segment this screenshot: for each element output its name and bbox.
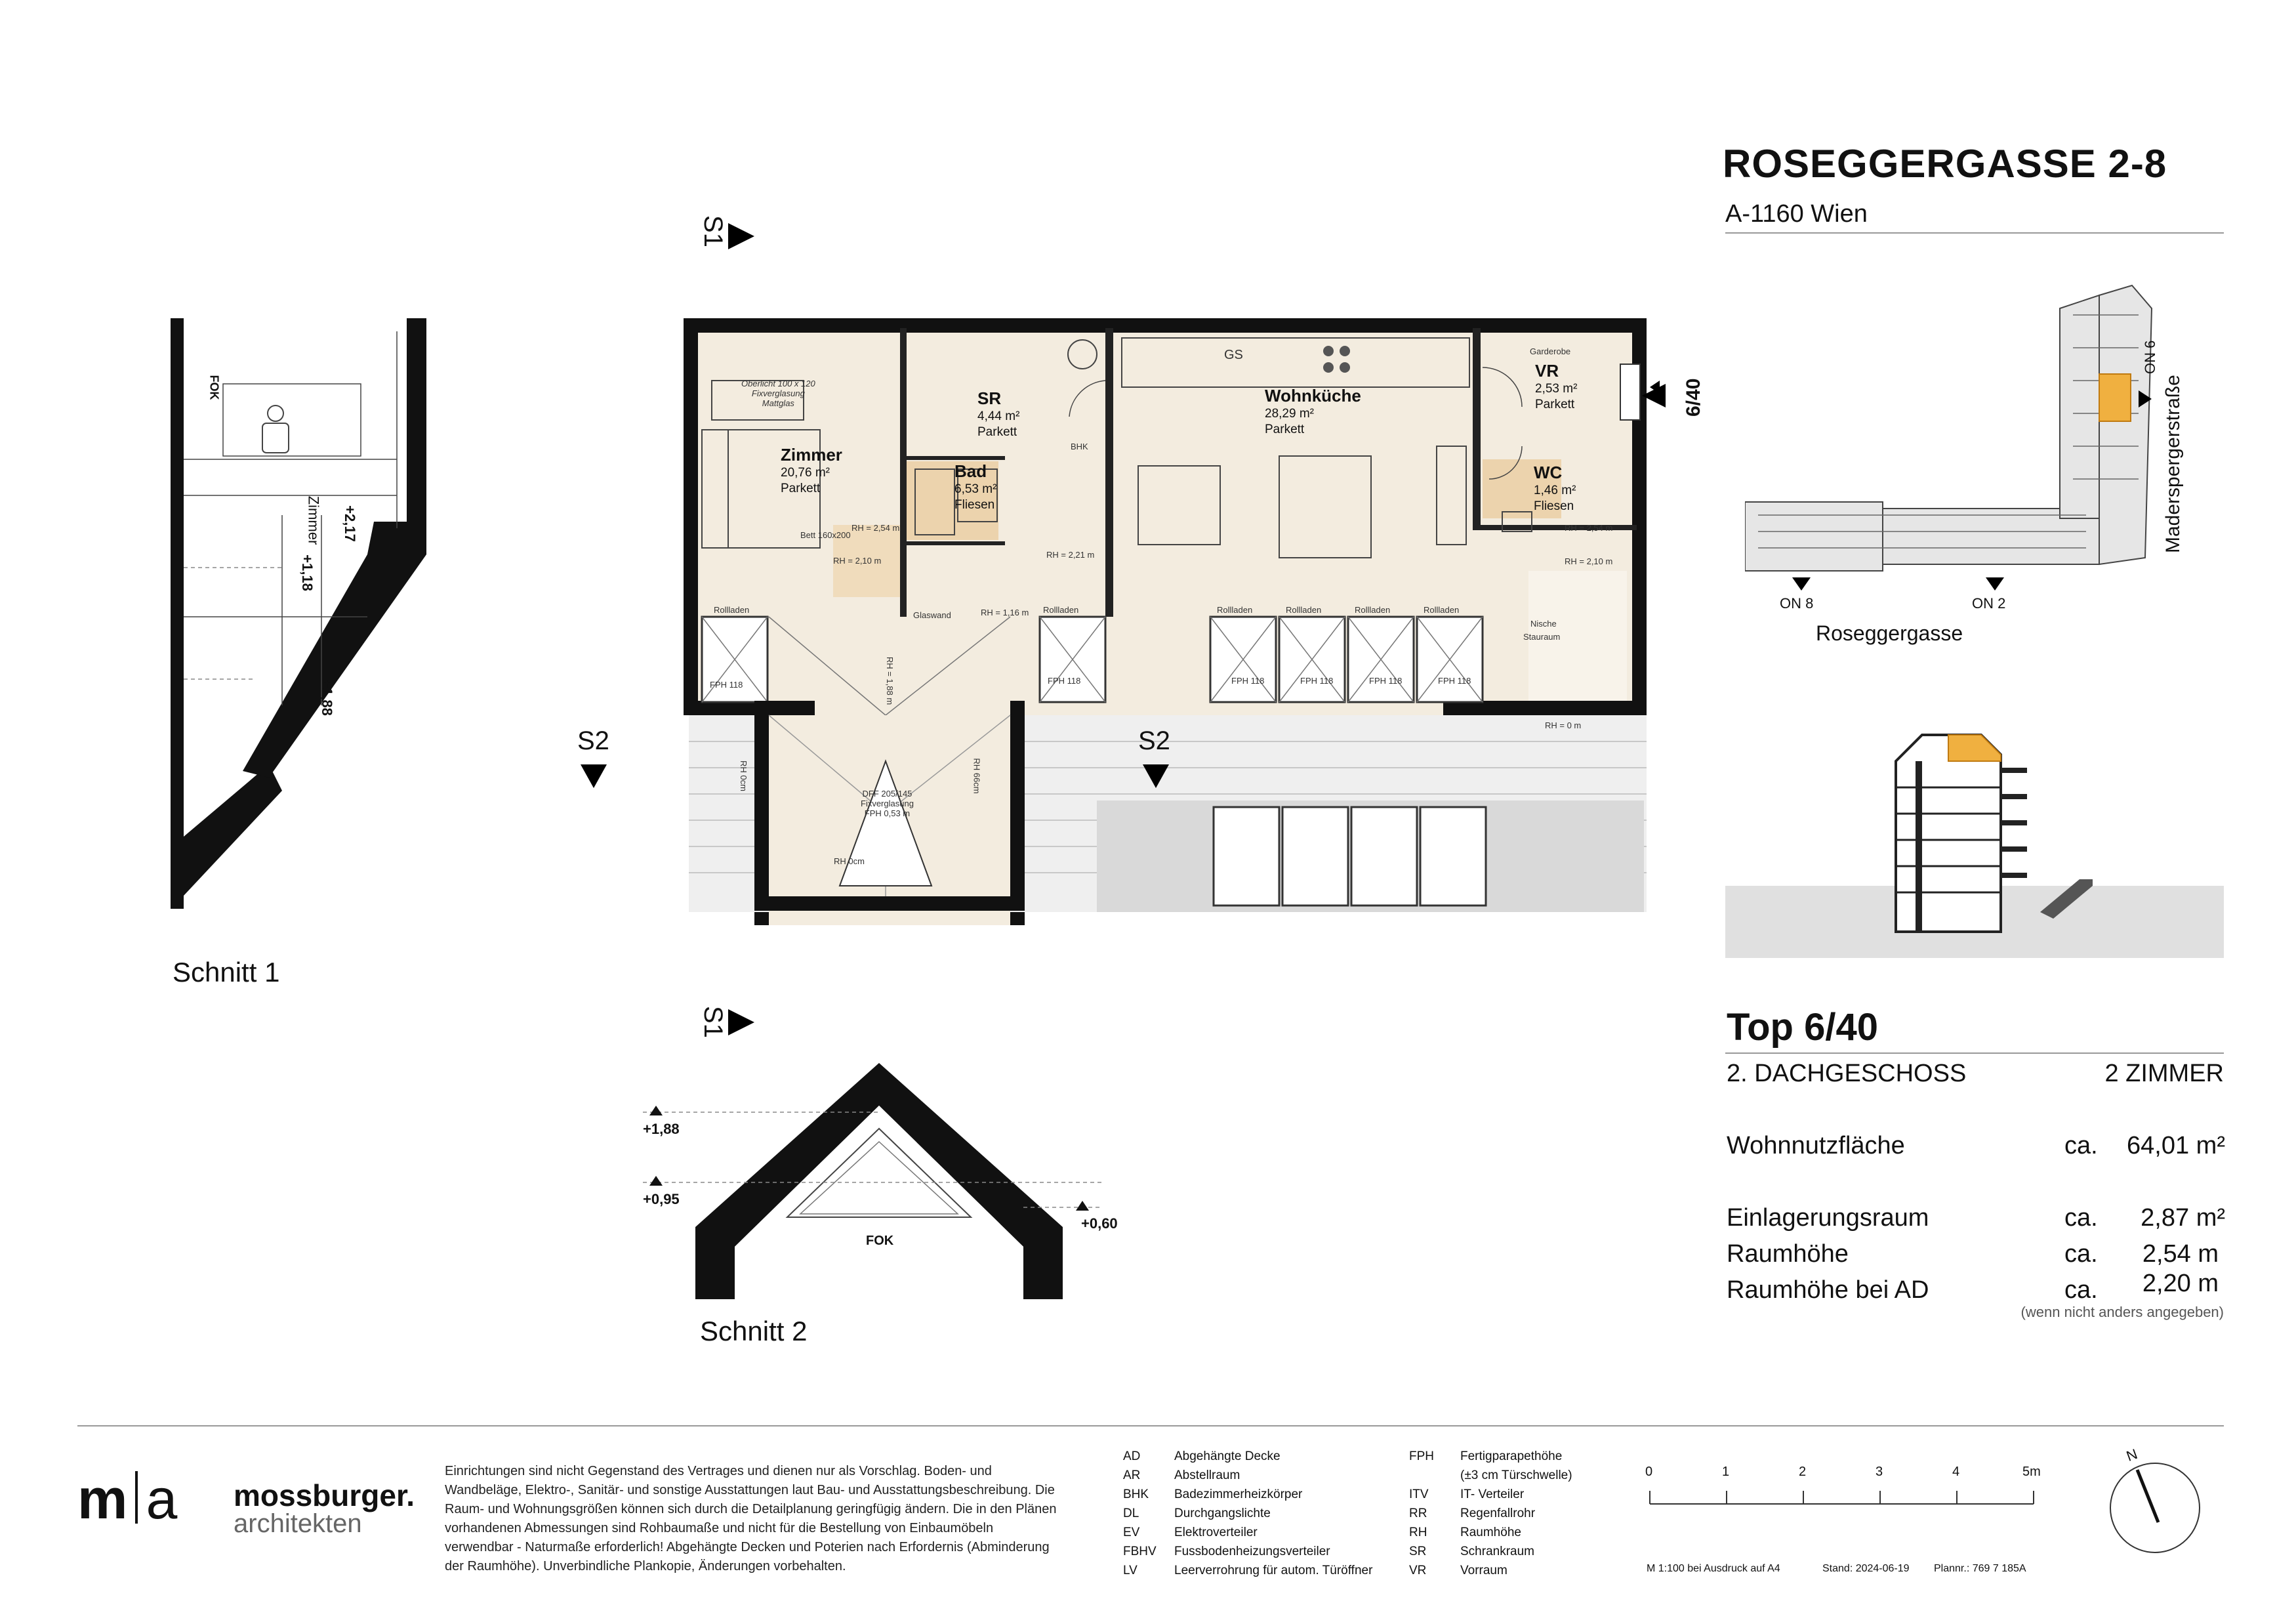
- legend-row: [1123, 1542, 1399, 1561]
- scale-note: M 1:100 bei Ausdruck auf A4: [1647, 1563, 1780, 1574]
- fact-ca: ca.: [2064, 1204, 2098, 1232]
- room-vr: [1535, 361, 1577, 413]
- scale-bar: [1647, 1484, 2040, 1510]
- section-1-fok: FOK: [207, 375, 221, 400]
- rh-note: RH = 2,21 m: [1046, 550, 1095, 560]
- room-name: Bad: [954, 461, 987, 481]
- fact-row-wohnnutzflaeche: [1727, 1132, 2225, 1165]
- s1-top-arrow: [728, 223, 754, 249]
- oberlicht-note: [741, 379, 815, 408]
- rolladen-label: Rollladen: [1355, 605, 1391, 615]
- dff-fix-line: DFF 205/145: [862, 789, 912, 799]
- fact-row-raumhoehe: [1727, 1240, 2225, 1273]
- rolladen-label: Rollladen: [1043, 605, 1079, 615]
- room-area: 1,46 m²: [1534, 484, 1576, 497]
- legend-text: (±3 cm Türschwelle): [1460, 1468, 1572, 1482]
- room-floor: Parkett: [781, 482, 821, 495]
- room-sr: [977, 388, 1019, 440]
- rh-note: RH = 1,16 m: [981, 608, 1029, 617]
- room-bad: [954, 461, 996, 513]
- dff-fix-line: FPH 0,53 m: [864, 808, 911, 818]
- legend-text: IT- Verteiler: [1460, 1488, 1525, 1501]
- fact-ca: ca.: [2064, 1276, 2098, 1304]
- rh-note: RH = 0 m: [1545, 720, 1582, 730]
- fact-row-einlagerungsraum: [1727, 1204, 2225, 1237]
- room-wc: [1534, 463, 1576, 514]
- rolladen-label: Rollladen: [714, 605, 750, 615]
- legend-text: Raumhöhe: [1460, 1526, 1521, 1539]
- highlight-unit-siteplan: [2099, 374, 2131, 421]
- fph-label: FPH 118: [1369, 676, 1403, 686]
- nische-label: Nische: [1530, 619, 1557, 629]
- legend-abbr: DL: [1123, 1507, 1139, 1520]
- dff-fix-note: [861, 789, 914, 818]
- legend-row: [1409, 1542, 1626, 1561]
- fact-ca: ca.: [2064, 1132, 2098, 1159]
- logo-m: m: [77, 1468, 128, 1531]
- legend-row: [1123, 1466, 1399, 1485]
- site-wing-west: [1745, 502, 1883, 571]
- logo-bar: [135, 1471, 138, 1524]
- section-1-zimmer: Zimmer: [305, 495, 322, 545]
- stauraum-label: Stauraum: [1523, 632, 1561, 642]
- section-s1-top: [697, 217, 729, 246]
- disclaimer: Einrichtungen sind nicht Gegenstand des Vertrages und dienen nur als Vorschlag. Boden- und Wandbeläge, Elektro-, Sanitär- und sonstige Ausstattungen laut Bau- und Ausstattungsbeschreibung. Die Raum- und Wohnungsgrößen können sich durch die Detailplanung geringfügig ändern. Die in den Plänen vorhandenen Abmessungen sind Rohbaumaße und nicht für die Bestellung von Einbaumöbeln verwendbar - Naturmaße erforderlich! Abgehängte Decken und Poterien nach Erfordernis (Abminderung der Raumhöhe). Unverbindliche Plankopie, Änderungen vorbehalten.: [445, 1464, 1057, 1573]
- s2-mid-arrow: [1143, 764, 1169, 791]
- logo-mark: [77, 1470, 177, 1529]
- garderobe-label: Garderobe: [1530, 346, 1571, 356]
- gs-label: GS: [1224, 348, 1243, 362]
- oberlicht-line: Fixverglasung: [751, 388, 805, 398]
- unit-rooms: 2 ZIMMER: [2104, 1060, 2224, 1087]
- room-name: WC: [1534, 463, 1563, 482]
- section-2-title: Schnitt 2: [700, 1316, 808, 1346]
- unit-tag: 6/40: [1683, 378, 1704, 417]
- room-area: 28,29 m²: [1265, 407, 1314, 421]
- plan-number: Plannr.: 769 7 185A: [1934, 1563, 2026, 1574]
- footer-divider: [77, 1425, 2224, 1426]
- logo-a: a: [146, 1468, 178, 1531]
- room-floor: Parkett: [1535, 398, 1575, 411]
- legend-text: Elektroverteiler: [1174, 1526, 1258, 1539]
- legend-abbr: BHK: [1123, 1488, 1149, 1501]
- scale-tick: 3: [1876, 1465, 1883, 1479]
- fph-label: FPH 118: [1231, 676, 1265, 686]
- brand-sub: architekten: [234, 1509, 362, 1538]
- legend-right: [1409, 1447, 1626, 1580]
- glaswand-label: Glaswand: [913, 610, 951, 620]
- legend-abbr: EV: [1123, 1526, 1140, 1539]
- s2-mid-label: S2: [1138, 726, 1170, 755]
- room-floor: Parkett: [977, 425, 1017, 439]
- legend-text: Fertigparapethöhe: [1460, 1449, 1563, 1463]
- legend-text: Schrankraum: [1460, 1545, 1534, 1558]
- fph-label: FPH 118: [1048, 676, 1081, 686]
- room-area: 6,53 m²: [954, 482, 997, 496]
- rh-note: RH 0cm: [738, 760, 748, 791]
- room-area: 20,76 m²: [781, 466, 830, 480]
- dff-fix-line: Fixverglasung: [861, 799, 914, 808]
- legend-abbr: FBHV: [1123, 1545, 1157, 1558]
- room-floor: Parkett: [1265, 423, 1305, 436]
- street-bottom-label: Roseggergasse: [1816, 621, 1963, 645]
- facts-note: (wenn nicht anders angegeben): [2020, 1304, 2224, 1320]
- site-wing-east-inner: [2060, 295, 2099, 518]
- legend-text: Fussbodenheizungsverteiler: [1174, 1545, 1330, 1558]
- s2-left-label: S2: [577, 726, 609, 755]
- title-divider: [1725, 232, 2224, 234]
- rh-note: RH 66cm: [972, 758, 982, 794]
- room-name: SR: [977, 388, 1002, 408]
- section-1-level: +1,88: [318, 679, 335, 716]
- legend-row: [1409, 1504, 1626, 1523]
- section-1-drawing: [171, 318, 459, 909]
- room-area: 4,44 m²: [977, 409, 1020, 423]
- fact-value: 64,01 m²: [2127, 1132, 2225, 1159]
- legend-abbr: [1409, 1466, 1460, 1485]
- oberlicht-line: Mattglas: [762, 398, 794, 408]
- fph-label: FPH 118: [1438, 676, 1471, 686]
- rolladen-label: Rollladen: [1217, 605, 1253, 615]
- on2-label: ON 2: [1972, 595, 2006, 612]
- building-section: [1725, 722, 2224, 958]
- s1-top-label: S1: [698, 215, 728, 247]
- legend-abbr: SR: [1409, 1545, 1427, 1558]
- unit-tag-arrow: [1642, 384, 1666, 407]
- section-2-level: +1,88: [643, 1121, 680, 1137]
- s1-bottom-arrow: [728, 1009, 754, 1035]
- room-name: VR: [1535, 361, 1559, 381]
- unit-floor: 2. DACHGESCHOSS: [1727, 1060, 1967, 1087]
- section-2-level: +0,60: [1081, 1215, 1118, 1232]
- brand-name: mossburger.: [234, 1478, 415, 1512]
- site-wing-east: [2099, 285, 2152, 564]
- on8-marker: [1792, 577, 1811, 591]
- section-1-level: +1,18: [298, 554, 316, 591]
- room-area: 2,53 m²: [1535, 382, 1578, 396]
- legend-text: Badezimmerheizkörper: [1174, 1488, 1303, 1501]
- north-arrow-icon: [2106, 1457, 2204, 1555]
- room-name: Zimmer: [781, 445, 842, 465]
- legend-row: [1409, 1523, 1626, 1542]
- fact-value: 2,87 m²: [2141, 1204, 2225, 1232]
- fact-label: Wohnnutzfläche: [1727, 1132, 1905, 1159]
- legend-left: [1123, 1447, 1399, 1580]
- section-1-title: Schnitt 1: [173, 957, 280, 988]
- room-wohnkueche: [1265, 386, 1361, 438]
- fact-label: Raumhöhe: [1727, 1240, 1849, 1268]
- fact-ca: ca.: [2064, 1240, 2098, 1268]
- rh-note: RH 0cm: [834, 856, 865, 866]
- section-1-level: +2,17: [341, 505, 358, 542]
- section-2-fok: FOK: [866, 1234, 894, 1248]
- legend-text: Leerverrohrung für autom. Türöffner: [1174, 1564, 1373, 1577]
- fact-label: Raumhöhe bei AD: [1727, 1276, 1929, 1304]
- fact-label: Einlagerungsraum: [1727, 1204, 1929, 1232]
- unit-top: Top 6/40: [1727, 1006, 1878, 1049]
- legend-abbr: VR: [1409, 1564, 1427, 1577]
- unit-divider: [1725, 1052, 2224, 1054]
- section-s1-bottom: [697, 1007, 729, 1037]
- project-address: A-1160 Wien: [1725, 200, 1868, 228]
- fph-label: FPH 118: [1300, 676, 1334, 686]
- fact-value: 2,20 m: [2142, 1270, 2219, 1297]
- legend-text: Vorraum: [1460, 1564, 1507, 1577]
- s1-bottom-label: S1: [698, 1006, 728, 1038]
- scale-tick: 5m: [2022, 1465, 2041, 1479]
- street-right-label: Maderspergerstraße: [2162, 375, 2184, 553]
- section-2-drawing: [630, 1050, 1102, 1306]
- on2-marker: [1986, 577, 2004, 591]
- legend-row: [1123, 1561, 1399, 1580]
- legend-text: Durchgangslichte: [1174, 1507, 1271, 1520]
- legend-abbr: RR: [1409, 1507, 1427, 1520]
- legend-abbr: RH: [1409, 1526, 1427, 1539]
- rolladen-label: Rollladen: [1286, 605, 1322, 615]
- scale-tick: 2: [1799, 1465, 1807, 1479]
- room-floor: Fliesen: [954, 498, 995, 512]
- room-floor: Fliesen: [1534, 499, 1574, 513]
- legend-abbr: LV: [1123, 1564, 1138, 1577]
- scale-tick: 4: [1952, 1465, 1960, 1479]
- rh-note: RH = 2,54 m: [1565, 523, 1613, 533]
- rolladen-label: Rollladen: [1424, 605, 1460, 615]
- room-name: Wohnküche: [1265, 386, 1361, 406]
- scale-tick: 1: [1722, 1465, 1730, 1479]
- legend-row: [1123, 1504, 1399, 1523]
- on6-label: ON 6: [2142, 340, 2158, 374]
- fph-label: FPH 118: [710, 680, 743, 690]
- legend-text: Regenfallrohr: [1460, 1507, 1536, 1520]
- legend-row: [1123, 1523, 1399, 1542]
- legend-abbr: AD: [1123, 1449, 1141, 1463]
- on8-label: ON 8: [1780, 595, 1814, 612]
- fact-value: 2,54 m: [2142, 1240, 2219, 1268]
- bett-label: Bett 160x200: [800, 530, 851, 540]
- human-figure: [262, 406, 289, 453]
- legend-abbr: ITV: [1409, 1488, 1429, 1501]
- room-zimmer: [781, 445, 842, 497]
- rh-note: RH = 2,10 m: [833, 556, 882, 566]
- rh-note: RH = 1,88 m: [885, 656, 895, 705]
- legend-abbr: AR: [1123, 1468, 1141, 1482]
- legend-text: Abstellraum: [1174, 1468, 1240, 1482]
- north-label: N: [2124, 1446, 2140, 1465]
- legend-row: [1409, 1561, 1626, 1580]
- floor-plan: [676, 308, 1660, 925]
- legend-text: Abgehängte Decke: [1174, 1449, 1281, 1463]
- s2-left-arrow: [581, 764, 607, 791]
- legend-row: [1409, 1466, 1626, 1485]
- section-2-level: +0,95: [643, 1191, 680, 1207]
- rh-note: RH = 2,54 m: [851, 523, 900, 533]
- legend-row: [1123, 1447, 1399, 1466]
- scale-tick: 0: [1645, 1465, 1653, 1479]
- oberlicht-line: Oberlicht 100 x 120: [741, 379, 815, 388]
- rh-note: RH = 2,10 m: [1565, 556, 1613, 566]
- legend-row: [1409, 1447, 1626, 1466]
- project-title: ROSEGGERGASSE 2-8: [1723, 142, 2167, 186]
- legend-row: [1409, 1485, 1626, 1504]
- legend-row: [1123, 1485, 1399, 1504]
- stand-date: Stand: 2024-06-19: [1822, 1563, 1910, 1574]
- bhk-label: BHK: [1071, 442, 1088, 451]
- legend-abbr: FPH: [1409, 1449, 1434, 1463]
